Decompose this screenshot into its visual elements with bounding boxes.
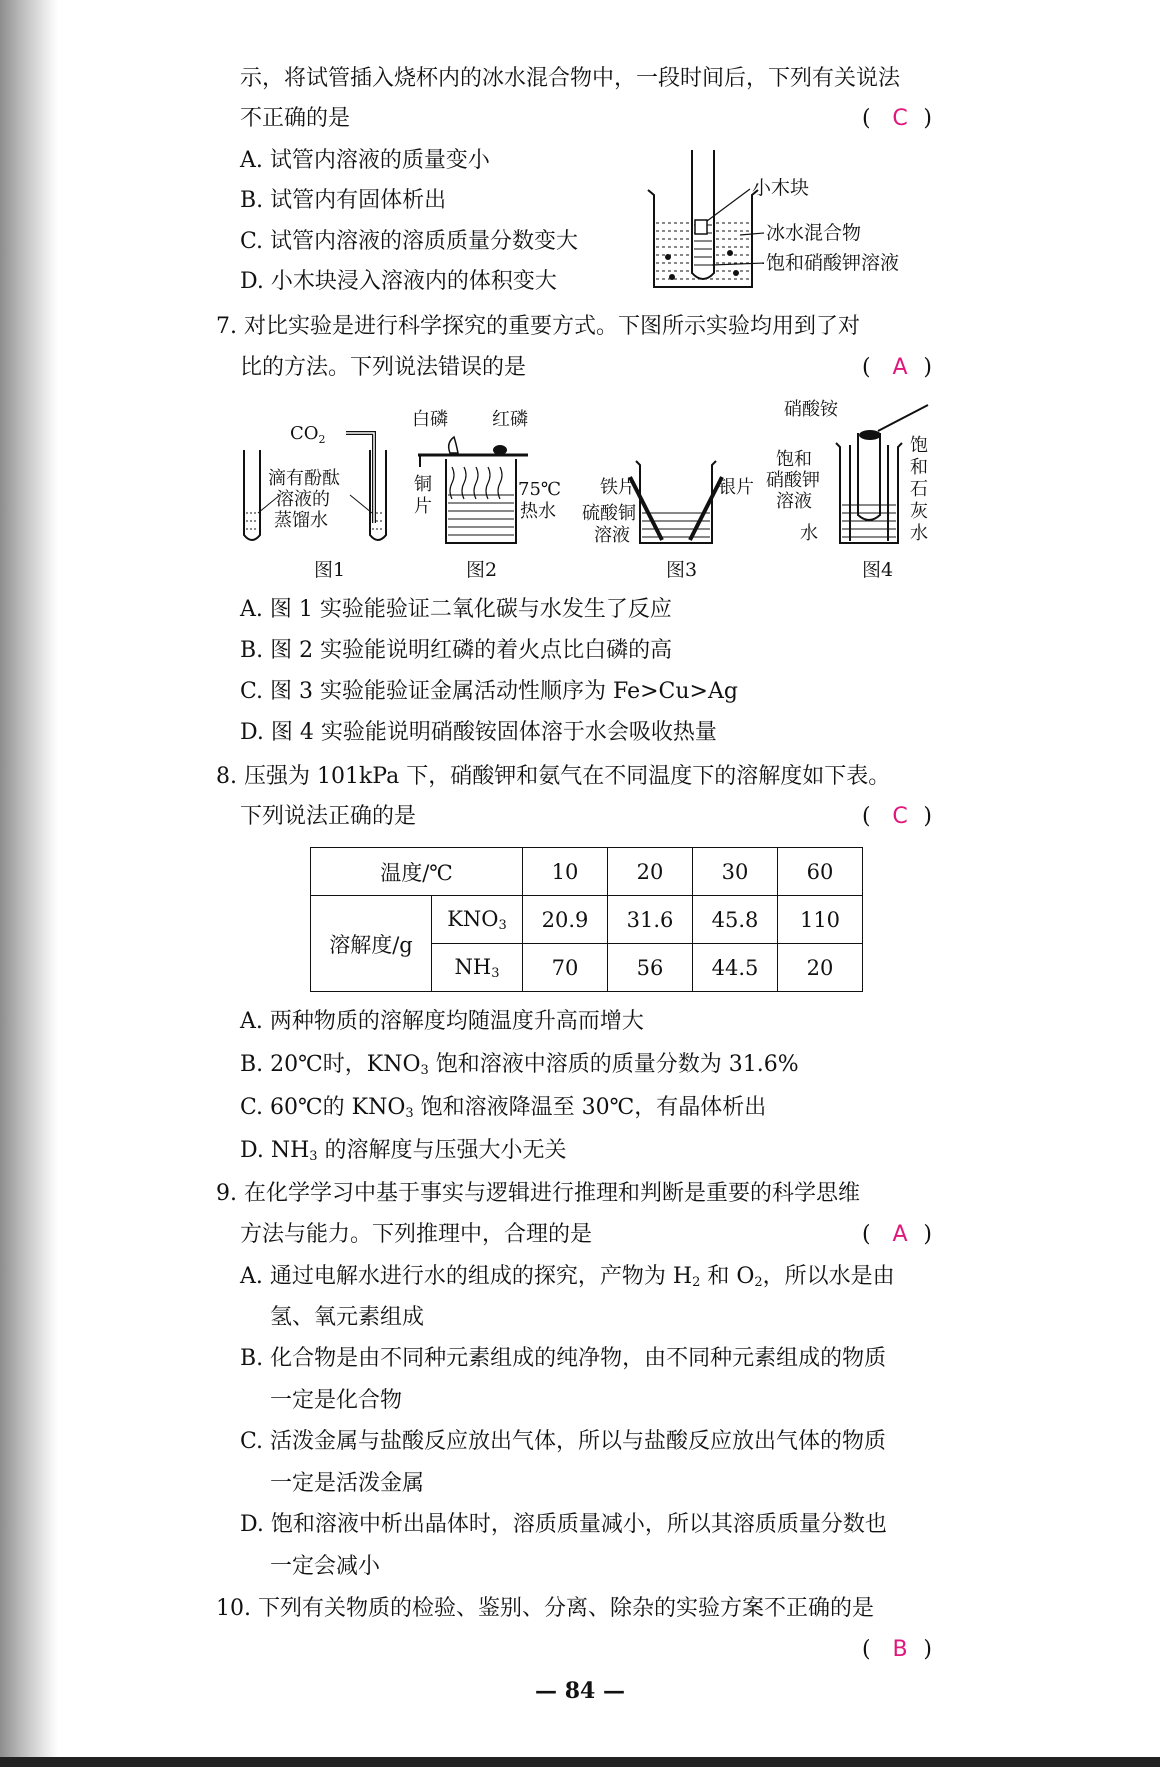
q6-answer-letter: C xyxy=(892,106,908,131)
solubility-table: 温度/℃ 10 20 30 60 溶解度/g $KNO_3$ 20.9 31.6 45.8 110 $NH_3$ 70 56 44.5 20 xyxy=(310,847,863,992)
page-edge-shadow xyxy=(0,0,58,1767)
q8-option-c: C. 60℃的 $KNO_3$ 饱和溶液降温至 30℃，有晶体析出 xyxy=(240,1095,767,1121)
svg-text:铜: 铜 xyxy=(414,474,432,495)
q9-option-d-line2: 一定会减小 xyxy=(270,1554,381,1579)
q9-answer-letter: A xyxy=(892,1222,908,1247)
q8-stem-line1: 8. 压强为 101kPa 下，硝酸钾和氨气在不同温度下的溶解度如下表。 xyxy=(216,764,891,789)
q7-answer-letter: A xyxy=(892,355,908,380)
q9-option-c-line2: 一定是活泼金属 xyxy=(270,1471,425,1496)
nh3-row-label: $NH_3$ xyxy=(432,944,523,992)
fig2-white-p: 白磷 xyxy=(412,409,448,430)
svg-text:溶液: 溶液 xyxy=(776,491,812,512)
q9-stem-line1: 9. 在化学学习中基于事实与逻辑进行推理和判断是重要的科学思维 xyxy=(216,1181,860,1206)
svg-text:片: 片 xyxy=(414,496,432,517)
svg-text:和: 和 xyxy=(910,457,928,478)
q9-option-a-line2: 氢、氧元素组成 xyxy=(270,1305,425,1330)
q7-option-d: D. 图 4 实验能说明硝酸铵固体溶于水会吸收热量 xyxy=(240,720,717,745)
temp-header-cell: 温度/℃ xyxy=(311,848,523,896)
q6-stem-line2: 不正确的是 xyxy=(240,106,351,131)
q8-stem-line2: 下列说法正确的是 xyxy=(240,804,417,829)
q9-option-d-line1: D. 饱和溶液中析出晶体时，溶质质量减小，所以其溶质质量分数也 xyxy=(240,1512,887,1537)
svg-text:滴有酚酞: 滴有酚酞 xyxy=(268,468,340,489)
fig3-silver: 银片 xyxy=(718,477,754,498)
svg-text:硝酸钾: 硝酸钾 xyxy=(766,470,820,491)
q7-stem-line1: 7. 对比实验是进行科学探究的重要方式。下图所示实验均用到了对 xyxy=(216,314,860,339)
q7-experiment-figures xyxy=(238,395,938,585)
fig2-red-p: 红磷 xyxy=(492,409,528,430)
q9-option-a-line1: A. 通过电解水进行水的组成的探究，产物为 $H_2$ 和 $O_2$，所以水是由 xyxy=(240,1264,895,1290)
q7-option-c: C. 图 3 实验能验证金属活动性顺序为 Fe>Cu>Ag xyxy=(240,679,738,704)
q8-option-d: D. $NH_3$ 的溶解度与压强大小无关 xyxy=(240,1138,567,1164)
svg-text:水: 水 xyxy=(800,523,818,544)
q7-stem-line2: 比的方法。下列说法错误的是 xyxy=(240,355,527,380)
q10-answer-letter: B xyxy=(892,1637,908,1662)
svg-text:水: 水 xyxy=(910,523,928,544)
svg-text:蒸馏水: 蒸馏水 xyxy=(274,510,328,531)
q6-option-a: A. 试管内溶液的质量变小 xyxy=(240,148,490,173)
fig1-co2-label: $CO_2$ xyxy=(290,423,326,446)
q6-option-b: B. 试管内有固体析出 xyxy=(240,188,447,213)
svg-text:饱和: 饱和 xyxy=(776,449,812,470)
fig1-test-tubes xyxy=(244,423,386,581)
q8-answer-letter: C xyxy=(892,804,908,829)
fig2-beaker xyxy=(412,409,561,581)
q7-option-b: B. 图 2 实验能说明红磷的着火点比白磷的高 xyxy=(240,638,673,663)
q8-option-b: B. 20℃时，$KNO_3$ 饱和溶液中溶质的质量分数为 31.6% xyxy=(240,1052,799,1078)
svg-text:饱: 饱 xyxy=(910,435,928,456)
q9-option-b-line2: 一定是化合物 xyxy=(270,1388,403,1413)
svg-text:灰: 灰 xyxy=(910,501,928,522)
q6-stem-line1: 示，将试管插入烧杯内的冰水混合物中，一段时间后，下列有关说法 xyxy=(240,66,901,91)
q6-option-c: C. 试管内溶液的溶质质量分数变大 xyxy=(240,229,579,254)
svg-text:溶液: 溶液 xyxy=(594,525,630,546)
q8-option-a: A. 两种物质的溶解度均随温度升高而增大 xyxy=(240,1009,644,1034)
q7-option-a: A. 图 1 实验能验证二氧化碳与水发生了反应 xyxy=(240,597,672,622)
page-number: — 84 — xyxy=(535,1678,625,1704)
fig2-temp: 75℃ xyxy=(518,479,562,500)
solubility-header-cell: 溶解度/g xyxy=(311,896,432,992)
label-wood-block: 小木块 xyxy=(752,177,810,199)
fig2-caption: 图2 xyxy=(466,559,498,581)
kno3-row-label: $KNO_3$ xyxy=(432,896,523,944)
fig3-beaker xyxy=(582,461,754,581)
fig1-caption: 图1 xyxy=(314,559,346,581)
svg-text:石: 石 xyxy=(910,479,928,500)
label-saturated-kno3: 饱和硝酸钾溶液 xyxy=(766,252,900,274)
fig3-caption: 图3 xyxy=(666,559,698,581)
bottom-bar xyxy=(0,1757,1160,1767)
fig3-iron: 铁片 xyxy=(600,477,636,498)
q9-option-b-line1: B. 化合物是由不同种元素组成的纯净物，由不同种元素组成的物质 xyxy=(240,1346,887,1371)
q10-stem-line1: 10. 下列有关物质的检验、鉴别、分离、除杂的实验方案不正确的是 xyxy=(216,1596,874,1621)
fig4-setup xyxy=(766,399,928,581)
svg-text:热水: 热水 xyxy=(520,501,556,522)
fig4-nh4no3: 硝酸铵 xyxy=(784,399,838,420)
svg-text:溶液的: 溶液的 xyxy=(276,489,330,510)
svg-text:硫酸铜: 硫酸铜 xyxy=(582,503,636,524)
q9-stem-line2: 方法与能力。下列推理中，合理的是 xyxy=(240,1222,593,1247)
q6-beaker-figure xyxy=(640,145,940,295)
fig4-caption: 图4 xyxy=(862,559,894,581)
q6-option-d: D. 小木块浸入溶液内的体积变大 xyxy=(240,269,557,294)
q9-option-c-line1: C. 活泼金属与盐酸反应放出气体，所以与盐酸反应放出气体的物质 xyxy=(240,1429,887,1454)
label-ice-water: 冰水混合物 xyxy=(766,222,862,244)
